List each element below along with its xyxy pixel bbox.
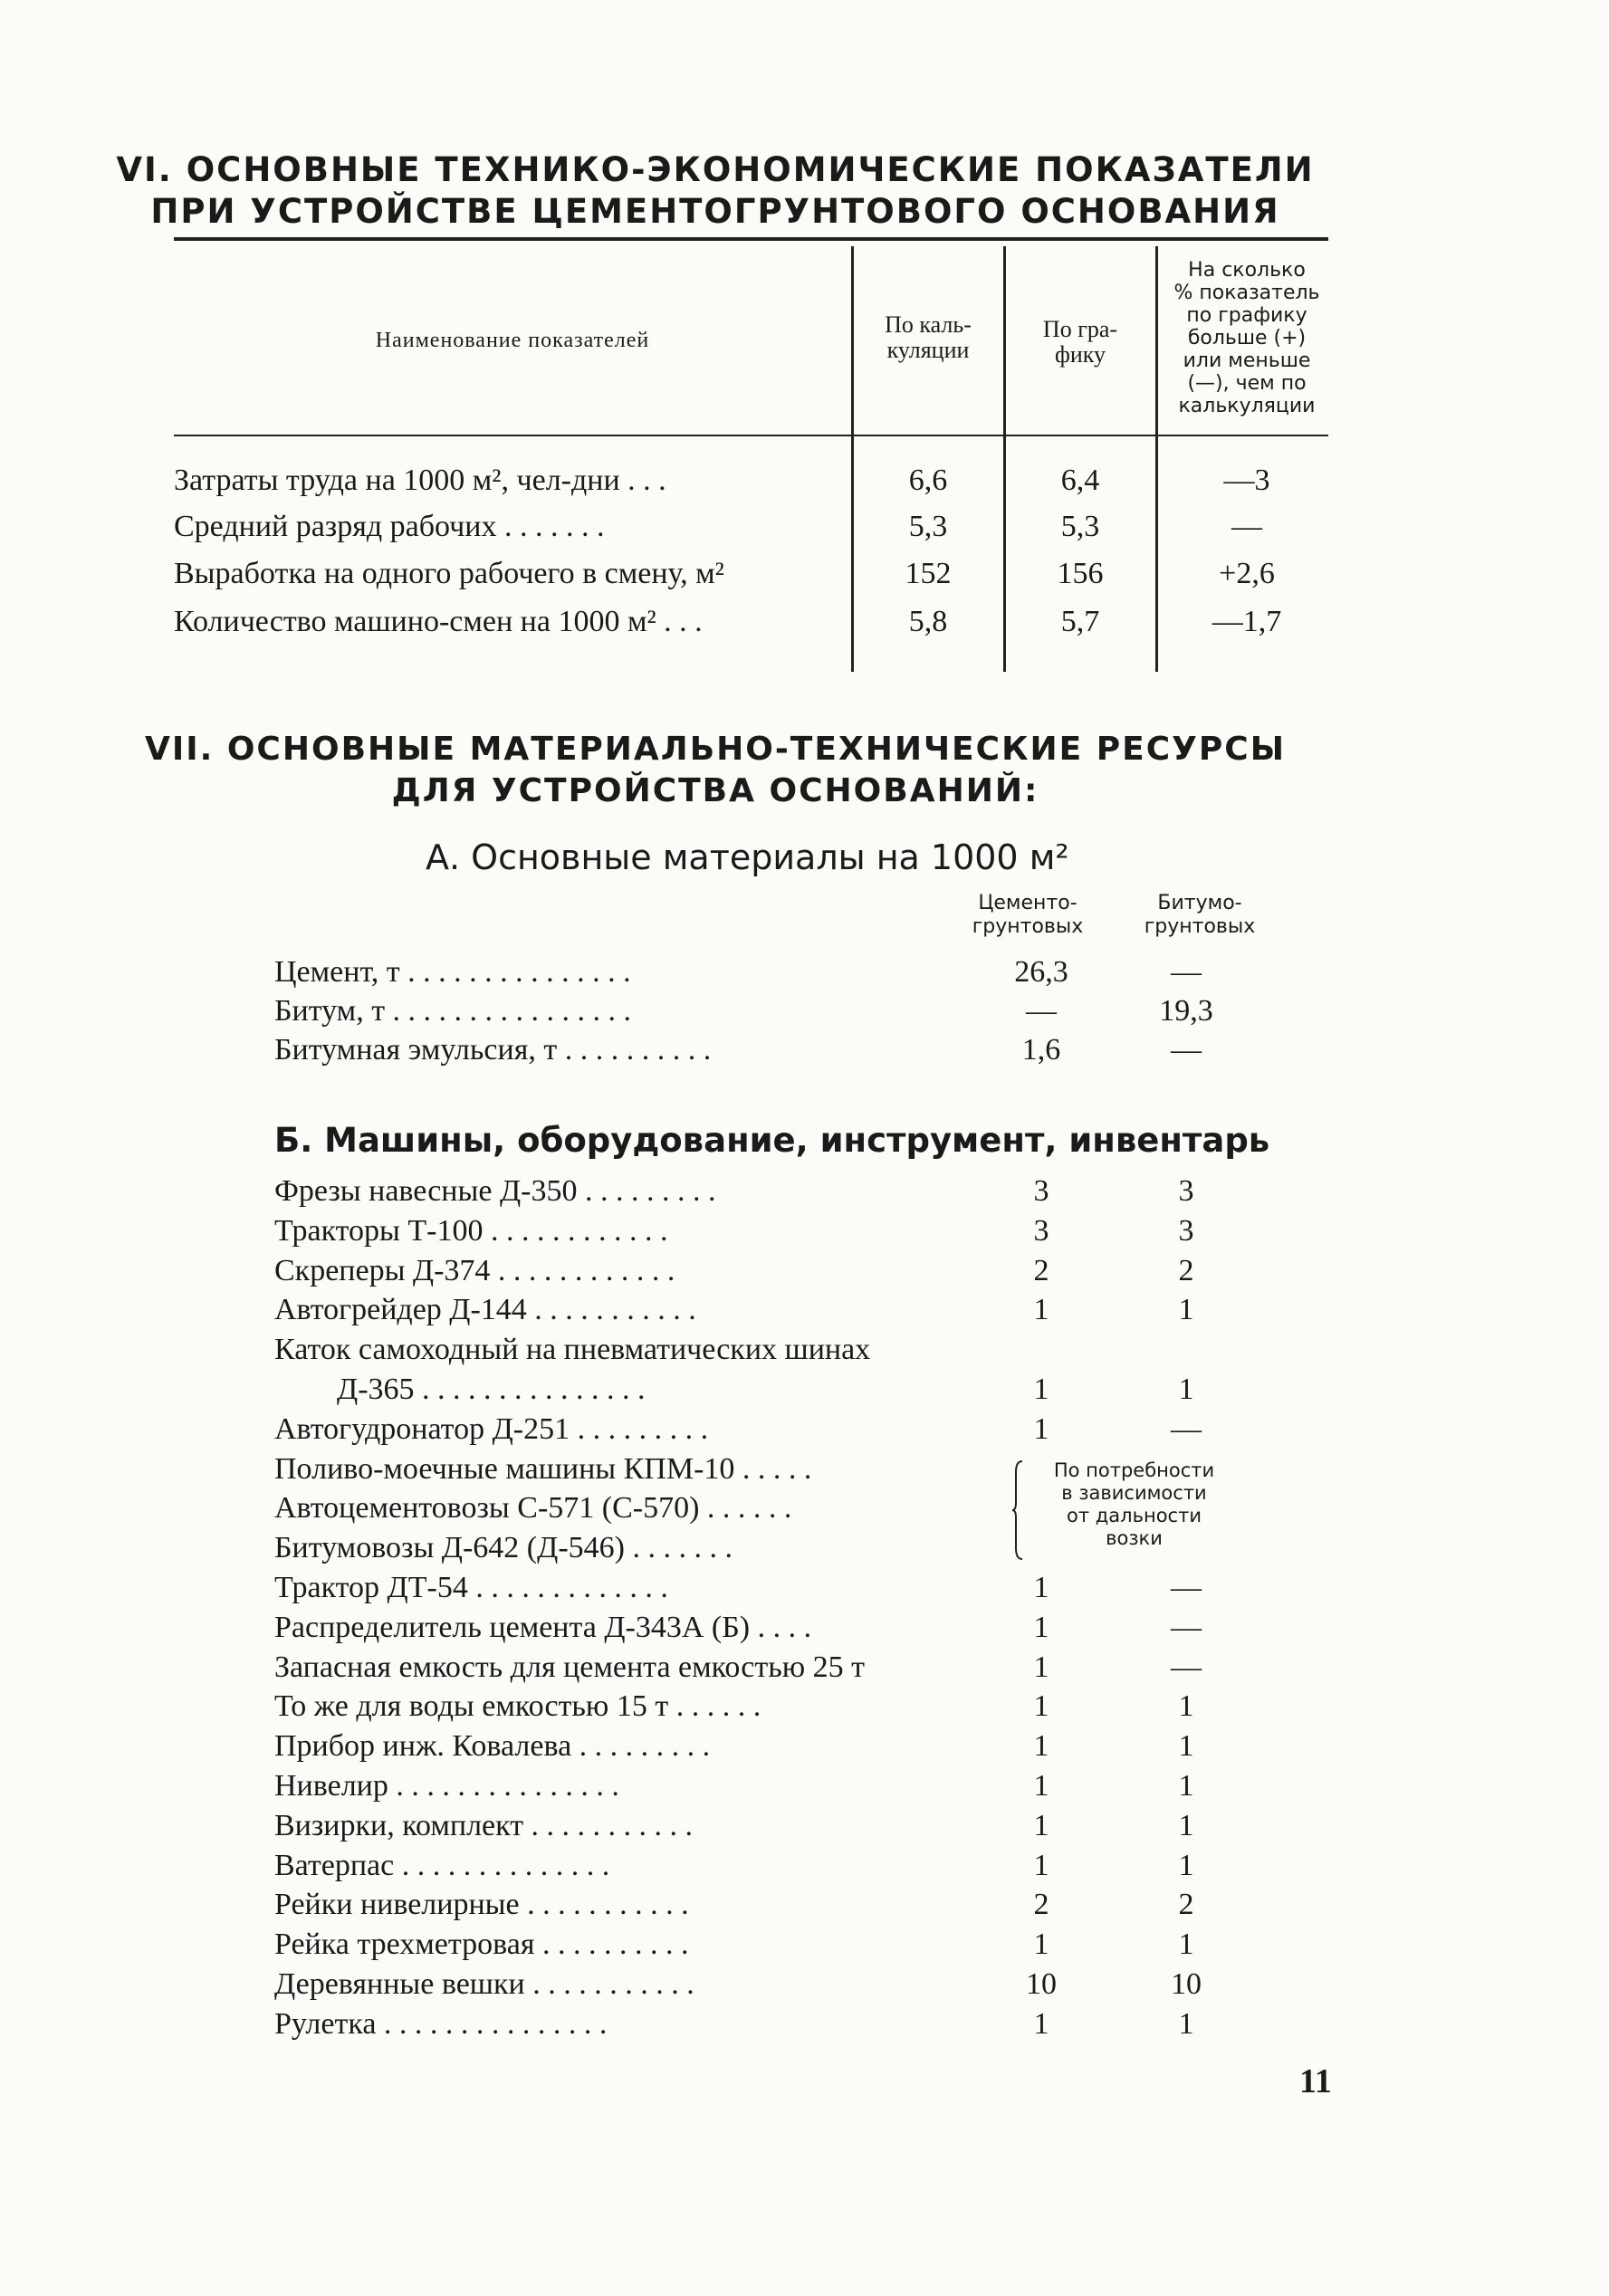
material-row-label: Битум, т . . . . . . . . . . . . . . . . (274, 994, 632, 1028)
equipment-value-bitumen: 2 (1178, 1888, 1194, 1921)
equipment-value-bitumen: — (1171, 1611, 1202, 1644)
equipment-value-cement: 1 (1033, 1611, 1049, 1644)
equipment-value-bitumen: — (1171, 1650, 1202, 1684)
equipment-row-label: Фрезы навесные Д-350 . . . . . . . . . (274, 1174, 716, 1208)
equipment-value-cement: 1 (1033, 1373, 1049, 1406)
material-value-cement: 1,6 (1021, 1033, 1061, 1067)
equipment-row-label: Скреперы Д-374 . . . . . . . . . . . . (274, 1254, 675, 1287)
material-value-bitumen: — (1171, 955, 1202, 989)
equipment-row-label: Битумовозы Д-642 (Д-546) . . . . . . . (274, 1531, 733, 1564)
equipment-row-label: Трактор ДТ-54 . . . . . . . . . . . . . (274, 1571, 668, 1604)
equipment-row-label: Нивелир . . . . . . . . . . . . . . . (274, 1769, 619, 1803)
header-calc: По каль- куляции (885, 311, 972, 363)
equipment-row-label: Запасная емкость для цемента емкостью 25 т (274, 1650, 865, 1684)
col-header-cement: Цементо- грунтовых (972, 892, 1084, 938)
equipment-value-cement: 1 (1033, 1849, 1049, 1882)
equipment-row-label: То же для воды емкостью 15 т . . . . . . (274, 1689, 761, 1723)
equipment-value-bitumen: 1 (1178, 1928, 1194, 1961)
equipment-value-cement: 1 (1033, 1729, 1049, 1763)
section-6-title-line2: ПРИ УСТРОЙСТВЕ ЦЕМЕНТОГРУНТОВОГО ОСНОВАНИЯ (150, 192, 1280, 231)
equipment-value-cement: 1 (1033, 1412, 1049, 1446)
table-row-label: Затраты труда на 1000 м², чел-дни . . . (174, 464, 666, 497)
equipment-value-cement: 2 (1033, 1888, 1049, 1921)
equipment-value-cement: 1 (1033, 2007, 1049, 2041)
equipment-value-cement: 1 (1033, 1650, 1049, 1684)
table-cell-calc: 152 (905, 557, 952, 590)
table-cell-graph: 156 (1057, 557, 1104, 590)
material-value-cement: 26,3 (1014, 955, 1068, 989)
col-divider-2 (1003, 246, 1006, 672)
equipment-row-label: Поливо-моечные машины КПМ-10 . . . . . (274, 1452, 812, 1486)
material-row-label: Цемент, т . . . . . . . . . . . . . . . (274, 955, 631, 989)
section-6-title-line1: VI. ОСНОВНЫЕ ТЕХНИКО-ЭКОНОМИЧЕСКИЕ ПОКАЗАТЕЛИ (116, 150, 1315, 189)
table-top-rule (174, 237, 1328, 241)
equipment-row-label: Рулетка . . . . . . . . . . . . . . . (274, 2007, 608, 2041)
table-cell-diff: +2,6 (1219, 557, 1275, 590)
brace-note: По потребности в зависимости от дальности возки (1053, 1459, 1215, 1549)
equipment-value-bitumen: 1 (1178, 2007, 1194, 2041)
equipment-row-label: Тракторы Т-100 . . . . . . . . . . . . (274, 1214, 668, 1248)
col-header-bitumen: Битумо- грунтовых (1144, 892, 1256, 938)
equipment-value-bitumen: 2 (1178, 1254, 1194, 1287)
equipment-row-label: Д-365 . . . . . . . . . . . . . . . (337, 1373, 646, 1406)
equipment-value-cement: 1 (1033, 1769, 1049, 1803)
equipment-value-cement: 1 (1033, 1689, 1049, 1723)
header-diff: На сколько % показатель по графику больше (+) или меньше (—), чем по калькуляции (1173, 259, 1320, 417)
equipment-value-bitumen: — (1171, 1571, 1202, 1604)
equipment-value-cement: 3 (1033, 1174, 1049, 1208)
brace-icon (1012, 1459, 1025, 1561)
equipment-value-bitumen: 1 (1178, 1849, 1194, 1882)
equipment-value-cement: 1 (1033, 1928, 1049, 1961)
equipment-value-bitumen: 1 (1178, 1809, 1194, 1842)
material-value-cement: — (1026, 994, 1057, 1028)
table-cell-graph: 5,7 (1060, 605, 1100, 638)
equipment-row-label: Деревянные вешки . . . . . . . . . . . (274, 1967, 694, 2001)
equipment-value-cement: 10 (1026, 1967, 1057, 2001)
table-row-label: Выработка на одного рабочего в смену, м² (174, 557, 724, 590)
header-graph: По гра- фику (1042, 316, 1118, 368)
col-divider-1 (851, 246, 854, 672)
equipment-value-cement: 1 (1033, 1293, 1049, 1326)
equipment-value-bitumen: 1 (1178, 1373, 1194, 1406)
equipment-value-bitumen: 1 (1178, 1729, 1194, 1763)
table-cell-calc: 5,8 (908, 605, 948, 638)
equipment-row-label: Визирки, комплект . . . . . . . . . . . (274, 1809, 694, 1842)
equipment-value-cement: 3 (1033, 1214, 1049, 1248)
table-cell-calc: 6,6 (908, 464, 948, 497)
part-a-title: А. Основные материалы на 1000 м² (426, 837, 1069, 877)
table-cell-diff: —1,7 (1212, 605, 1282, 638)
equipment-row-label: Прибор инж. Ковалева . . . . . . . . . (274, 1729, 711, 1763)
material-value-bitumen: — (1171, 1033, 1202, 1067)
equipment-value-bitumen: 3 (1178, 1174, 1194, 1208)
equipment-row-label: Рейка трехметровая . . . . . . . . . . (274, 1928, 689, 1961)
header-name: Наименование показателей (375, 329, 650, 352)
section-7-title-line2: ДЛЯ УСТРОЙСТВА ОСНОВАНИЙ: (391, 772, 1039, 809)
equipment-value-cement: 2 (1033, 1254, 1049, 1287)
table-cell-diff: — (1231, 510, 1262, 543)
equipment-value-cement: 1 (1033, 1571, 1049, 1604)
equipment-value-bitumen: 3 (1178, 1214, 1194, 1248)
part-b-title: Б. Машины, оборудование, инструмент, инвентарь (274, 1121, 1270, 1160)
equipment-value-bitumen: 10 (1171, 1967, 1202, 2001)
equipment-value-bitumen: — (1171, 1412, 1202, 1446)
material-row-label: Битумная эмульсия, т . . . . . . . . . . (274, 1033, 712, 1067)
table-row-label: Количество машино-смен на 1000 м² . . . (174, 605, 703, 638)
equipment-value-bitumen: 1 (1178, 1293, 1194, 1326)
table-cell-graph: 5,3 (1060, 510, 1100, 543)
equipment-row-label: Ватерпас . . . . . . . . . . . . . . (274, 1849, 610, 1882)
equipment-row-label: Распределитель цемента Д-343А (Б) . . . . (274, 1611, 812, 1644)
equipment-value-bitumen: 1 (1178, 1689, 1194, 1723)
material-value-bitumen: 19,3 (1159, 994, 1213, 1028)
col-divider-3 (1155, 246, 1158, 672)
equipment-value-bitumen: 1 (1178, 1769, 1194, 1803)
table-cell-calc: 5,3 (908, 510, 948, 543)
equipment-row-label: Автогрейдер Д-144 . . . . . . . . . . . (274, 1293, 696, 1326)
equipment-row-label: Автоцементовозы С-571 (С-570) . . . . . . (274, 1491, 792, 1525)
equipment-row-label: Каток самоходный на пневматических шинах (274, 1333, 871, 1366)
table-cell-diff: —3 (1223, 464, 1270, 497)
table-cell-graph: 6,4 (1060, 464, 1100, 497)
equipment-value-cement: 1 (1033, 1809, 1049, 1842)
equipment-row-label: Рейки нивелирные . . . . . . . . . . . (274, 1888, 689, 1921)
equipment-row-label: Автогудронатор Д-251 . . . . . . . . . (274, 1412, 709, 1446)
page-number: 11 (1299, 2062, 1332, 2100)
section-7-title-line1: VII. ОСНОВНЫЕ МАТЕРИАЛЬНО-ТЕХНИЧЕСКИЕ РЕСУРСЫ (144, 731, 1287, 768)
table-row-label: Средний разряд рабочих . . . . . . . (174, 510, 605, 543)
